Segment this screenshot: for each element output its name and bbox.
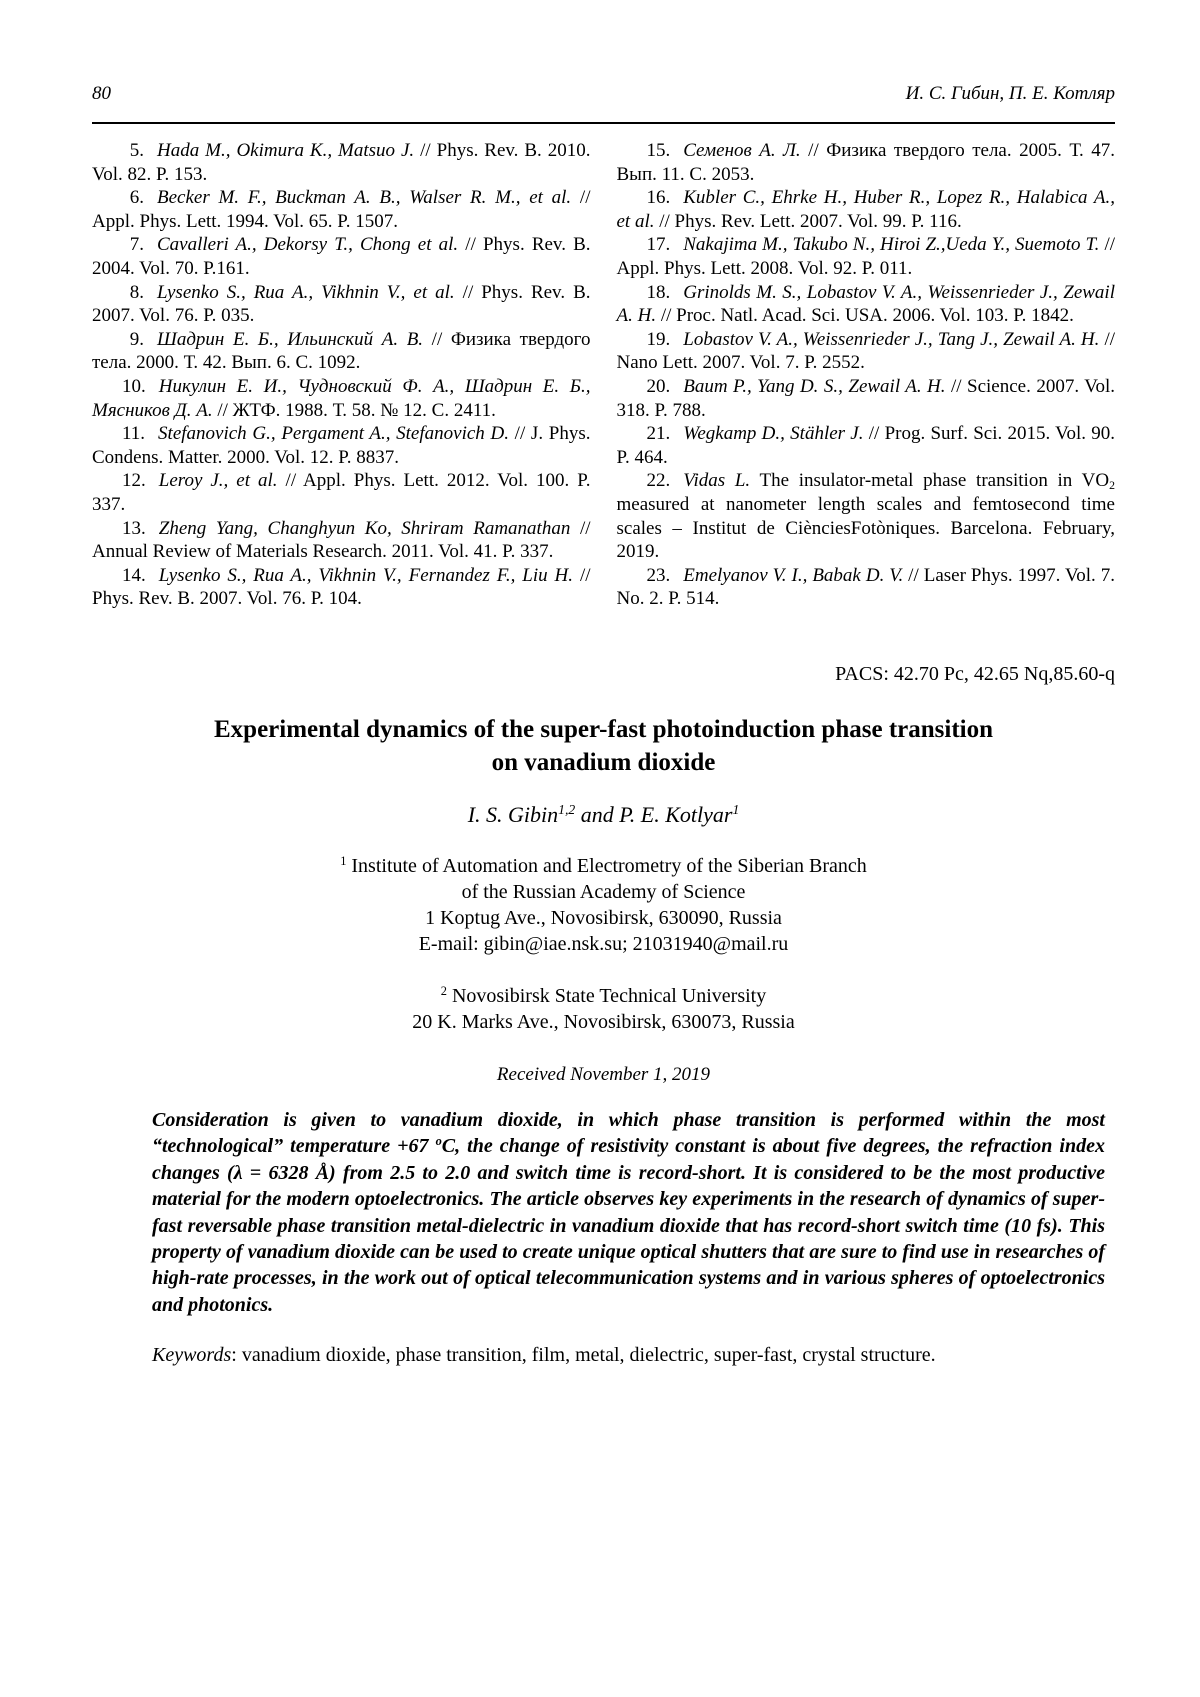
reference-number: 5. [129, 140, 144, 161]
italic-segment: Becker M. F., Buckman A. B., Walser R. M., et al. [157, 187, 572, 209]
affiliation-line [92, 879, 1115, 905]
reference-number: 16. [646, 187, 671, 209]
italic-segment: Vidas L. [683, 470, 751, 492]
italic-segment: Wegkamp D., Stähler J. [683, 423, 864, 445]
text-segment: // Annual Review of Materials Research. 2011. Vol. 41. P. 337. [92, 517, 591, 563]
affiliation-line [92, 983, 1115, 1009]
header-rule [92, 122, 1115, 124]
reference-number: 11. [122, 423, 146, 445]
text-segment: // Appl. Phys. Lett. 2012. Vol. 100. P. 337. [92, 470, 591, 515]
reference-item [617, 375, 1116, 422]
reference-number: 21. [646, 423, 671, 445]
reference-item [92, 564, 591, 611]
reference-item [617, 281, 1116, 328]
italic-segment: Keywords [152, 1344, 232, 1367]
superscript-segment: 1 [732, 802, 740, 818]
reference-number: 14. [122, 564, 146, 586]
reference-item [92, 375, 591, 422]
text-segment: and P. E. Kotlyar [575, 801, 733, 827]
reference-item [617, 422, 1116, 469]
text-segment: E-mail: gibin@iae.nsk.su; 21031940@mail.ru [418, 932, 789, 955]
text-segment: 20 K. Marks Ave., Novosibirsk, 630073, Russia [412, 1010, 795, 1033]
reference-item [92, 233, 591, 280]
reference-number: 20. [646, 375, 671, 397]
text-segment: // Phys. Rev. B. 2004. Vol. 70. P.161. [92, 234, 591, 279]
text-segment: Novosibirsk State Technical University [446, 984, 767, 1007]
reference-number: 23. [646, 564, 671, 586]
italic-segment: Шадрин Е. Б., Ильинский А. В. [157, 328, 424, 350]
affiliation-line [92, 931, 1115, 957]
subscript-segment: 2 [1109, 479, 1115, 493]
references-section [92, 139, 1115, 611]
reference-number: 12. [122, 470, 146, 492]
text-segment: // Физика твердого тела. 2005. Т. 47. Вып. 11. С. 2053. [616, 140, 1116, 185]
reference-item [92, 422, 591, 469]
text-segment: // Phys. Rev. Lett. 2007. Vol. 99. P. 116. [654, 210, 962, 232]
text-segment: // Science. 2007. Vol. 318. P. 788. [616, 375, 1115, 421]
text-segment: of the Russian Academy of Science [461, 880, 746, 903]
text-segment: // Phys. Rev. B. 2007. Vol. 76. P. 035. [92, 281, 591, 327]
page-number: 80 [92, 83, 111, 104]
text-segment: Consideration is given to vanadium dioxide, in which phase transition is performed within the most “technological” temperature +67 [152, 1108, 1105, 1158]
italic-segment: Emelyanov V. I., Babak D. V. [683, 564, 904, 586]
reference-number: 17. [646, 234, 671, 256]
italic-segment: Kubler C., Ehrke H., Huber R., Lopez R., Halabica A., et al. [616, 187, 1115, 232]
reference-number: 7. [129, 234, 144, 256]
text-segment: 1 Koptug Ave., Novosibirsk, 630090, Russia [425, 906, 782, 929]
running-authors: И. С. Гибин, П. Е. Котляр [905, 83, 1115, 104]
italic-segment: Baum P., Yang D. S., Zewail A. H. [683, 375, 946, 397]
text-segment: // Proc. Natl. Acad. Sci. USA. 2006. Vol. 103. P. 1842. [656, 305, 1074, 327]
text-segment: // Phys. Rev. B. 2007. Vol. 76. P. 104. [92, 564, 591, 610]
article-title [92, 713, 1115, 779]
article-title-line-1: Experimental dynamics of the super-fast photoinduction phase transition [214, 715, 993, 743]
text-segment: Institute of Automation and Electrometry of the Siberian Branch [346, 854, 867, 877]
italic-segment: Lobastov V. A., Weissenrieder J., Tang J., Zewail A. H. [683, 328, 1100, 350]
reference-item [617, 328, 1116, 375]
reference-item [617, 233, 1116, 280]
article-title-line-2: on vanadium dioxide [491, 748, 716, 776]
reference-number: 15. [646, 140, 671, 161]
italic-segment: Grinolds M. S., Lobastov V. A., Weissenrieder J., Zewail A. H. [616, 281, 1115, 327]
reference-number: 13. [122, 517, 146, 539]
italic-segment: Nakajima M., Takubo N., Hiroi Z.,Ueda Y., Suemoto T. [683, 234, 1100, 256]
reference-item [92, 186, 591, 233]
text-segment: // J. Phys. Condens. Matter. 2000. Vol. 12. P. 8837. [92, 423, 591, 468]
reference-number: 19. [646, 328, 671, 350]
reference-item [617, 186, 1116, 233]
reference-item [617, 139, 1116, 186]
reference-item [92, 139, 591, 186]
reference-number: 9. [129, 328, 144, 350]
text-segment: measured at nanometer length scales and femtosecond time scales – Institut de CiènciesFotòniques. Barcelona. February, 2019. [616, 493, 1115, 563]
italic-segment: Lysenko S., Rua A., Vikhnin V., et al. [157, 281, 455, 303]
reference-number: 6. [129, 187, 144, 209]
superscript-segment: 1 [340, 854, 347, 869]
text-segment: // Appl. Phys. Lett. 2008. Vol. 92. P. 011. [616, 234, 1116, 279]
affiliation-line [92, 905, 1115, 931]
text-segment: : vanadium dioxide, phase transition, film, metal, dielectric, super-fast, crystal structure. [231, 1344, 936, 1367]
reference-number: 8. [129, 281, 144, 303]
abstract [152, 1107, 1105, 1318]
affiliation-block [92, 853, 1115, 957]
text-segment: // ЖТФ. 1988. Т. 58. № 12. С. 2411. [212, 399, 496, 421]
received-date: Received November 1, 2019 [496, 1063, 711, 1085]
reference-item [617, 564, 1116, 611]
italic-segment: Cavalleri A., Dekorsy T., Chong et al. [157, 234, 459, 256]
affiliation-line [92, 853, 1115, 879]
text-segment: // Prog. Surf. Sci. 2015. Vol. 90. P. 464. [616, 423, 1115, 468]
pacs-line: PACS: 42.70 Pc, 42.65 Nq,85.60-q [835, 662, 1115, 685]
text-segment: // Appl. Phys. Lett. 1994. Vol. 65. P. 1507. [92, 187, 591, 232]
text-segment: // Laser Phys. 1997. Vol. 7. No. 2. P. 514. [616, 564, 1115, 610]
text-segment: The insulator-metal phase transition in VO [750, 470, 1110, 492]
reference-number: 10. [122, 375, 146, 397]
reference-number: 18. [646, 281, 671, 303]
reference-item [92, 328, 591, 375]
text-segment: // Nano Lett. 2007. Vol. 7. P. 2552. [616, 328, 1115, 374]
reference-number: 22. [646, 470, 671, 492]
text-segment: I. S. Gibin [467, 801, 559, 827]
italic-segment: Никулин Е. И., Чудновский Ф. А., Шадрин Е. Б., Мясников Д. А. [92, 375, 591, 421]
keywords [152, 1342, 1105, 1368]
affiliations [92, 853, 1115, 1035]
reference-item [92, 469, 591, 516]
italic-segment: Lysenko S., Rua A., Vikhnin V., Fernandez F., Liu H. [158, 564, 574, 586]
italic-segment: Stefanovich G., Pergament A., Stefanovich D. [158, 423, 509, 445]
italic-segment: Семенов А. Л. [683, 140, 801, 161]
text-segment: // Phys. Rev. B. 2010. Vol. 82. P. 153. [92, 140, 591, 185]
italic-segment: Zheng Yang, Changhyun Ko, Shriram Ramanathan [158, 517, 571, 539]
italic-segment: Hada M., Okimura K., Matsuo J. [157, 140, 415, 161]
reference-item [617, 469, 1116, 563]
superscript-segment: o [435, 1134, 442, 1149]
superscript-segment: 2 [440, 984, 447, 999]
running-header [92, 84, 1115, 104]
references-column-right [617, 139, 1116, 611]
affiliation-block [92, 983, 1115, 1035]
references-column-left [92, 139, 591, 611]
reference-item [92, 517, 591, 564]
italic-segment: Leroy J., et al. [158, 470, 278, 492]
text-segment: // Физика твердого тела. 2000. Т. 42. Вып. 6. С. 1092. [92, 328, 591, 374]
affiliation-line [92, 1009, 1115, 1035]
superscript-segment: 1,2 [558, 802, 576, 818]
authors-byline [92, 801, 1115, 829]
reference-item [92, 281, 591, 328]
text-segment: C, the change of resistivity constant is about five degrees, the refraction index changes (λ = 6328 Å) from 2.5 to 2.0 and switch time is record-short. It is considered to be the most productive material for the modern optoelectronics. The article observes key experiments in the research of dynamics of super-fast reversable phase transition metal-dielectric in vanadium dioxide that has record-short switch time (10 fs). This property of vanadium dioxide can be used to create unique optical shutters that are sure to find use in researches of high-rate processes, in the work out of optical telecommunication systems and in various spheres of optoelectronics and photonics. [152, 1135, 1105, 1316]
